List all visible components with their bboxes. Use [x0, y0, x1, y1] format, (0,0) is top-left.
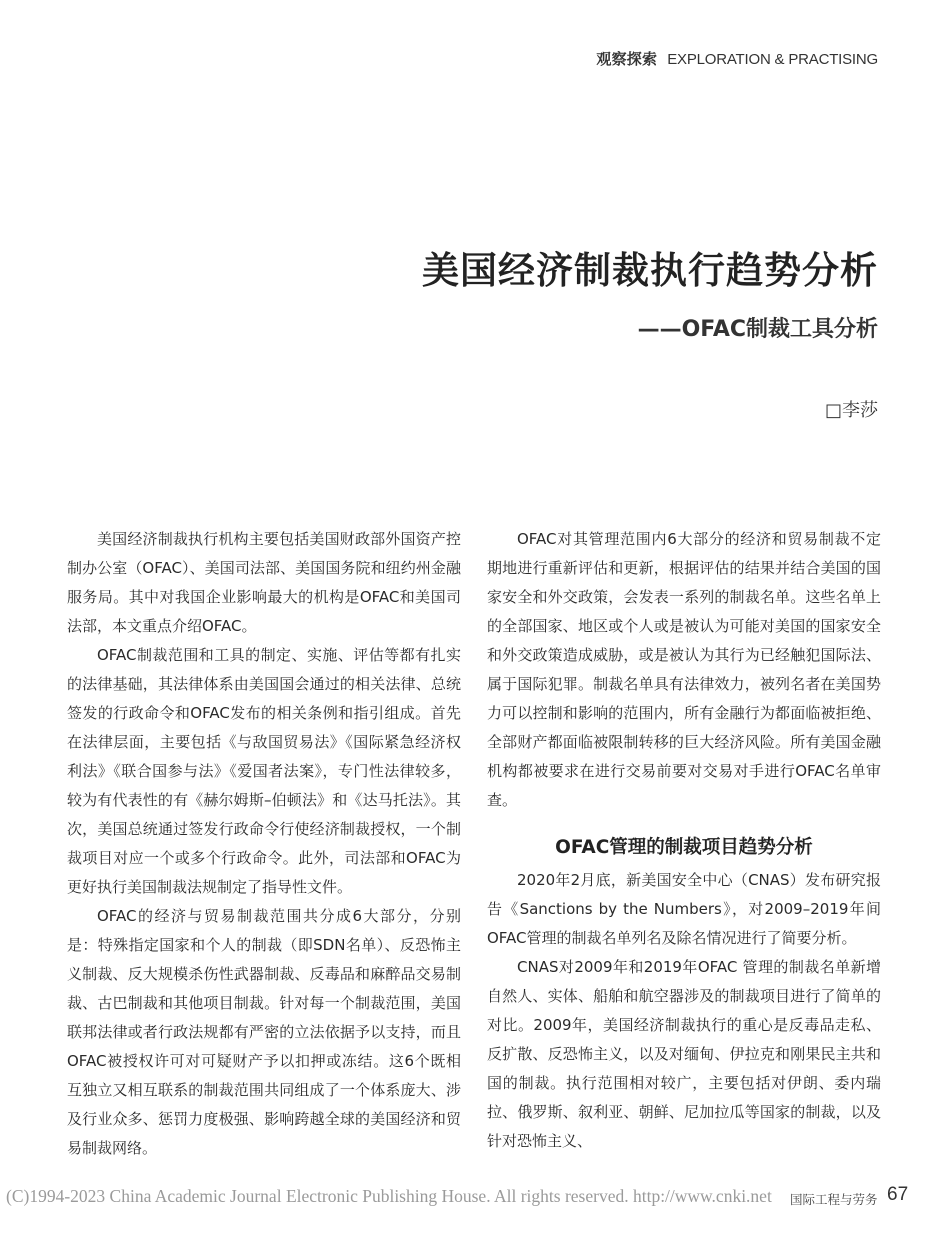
paragraph: OFAC对其管理范围内6大部分的经济和贸易制裁不定期地进行重新评估和更新，根据评估的结果并结合美国的国家安全和外交政策，会发表一系列的制裁名单。这些名单上的全部国家、地区或个人或是被认为可能对美国的国家安全和外交政策造成威胁，或是被认为其行为已经触犯国际法、属于国际犯罪。制裁名单具有法律效力，被列名者在美国势力可以控制和影响的范围内，所有金融行为都面临被拒绝、全部财产都面临被限制转移的巨大经济风险。所有美国金融机构都被要求在进行交易前要对交易对手进行OFAC名单审查。	[487, 530, 881, 809]
section-label-cn: 观察探索	[596, 50, 658, 68]
paragraph: CNAS对2009年和2019年OFAC 管理的制裁名单新增自然人、实体、船舶和航空器涉及的制裁项目进行了简单的对比。2009年，美国经济制裁执行的重心是反毒品走私、反扩散、反恐怖主义，以及对缅甸、伊拉克和刚果民主共和国的制裁。执行范围相对较广，主要包括对伊朗、委内瑞拉、俄罗斯、叙利亚、朝鲜、尼加拉瓜等国家的制裁，以及针对恐怖主义、	[487, 958, 881, 1150]
left-column	[67, 525, 461, 1163]
section-heading: OFAC管理的制裁项目趋势分析	[555, 837, 813, 858]
article-subtitle: ——OFAC制裁工具分析	[637, 317, 878, 342]
paragraph: OFAC的经济与贸易制裁范围共分成6大部分，分别是：特殊指定国家和个人的制裁（即SDN名单）、反恐怖主义制裁、反大规模杀伤性武器制裁、反毒品和麻醉品交易制裁、古巴制裁和其他项目制裁。针对每一个制裁范围，美国联邦法律或者行政法规都有严密的立法依据予以支持，而且OFAC被授权许可对可疑财产予以扣押或冻结。这6个既相互独立又相互联系的制裁范围共同组成了一个体系庞大、涉及行业众多、惩罚力度极强、影响跨越全球的美国经济和贸易制裁网络。	[67, 907, 461, 1157]
author-byline: □李莎	[824, 400, 878, 421]
article-title: 美国经济制裁执行趋势分析	[422, 249, 878, 292]
page-number: 67	[887, 1184, 909, 1205]
paragraph: OFAC制裁范围和工具的制定、实施、评估等都有扎实的法律基础，其法律体系由美国国会通过的相关法律、总统签发的行政命令和OFAC发布的相关条例和指引组成。首先在法律层面，主要包括《与敌国贸易法》《国际紧急经济权利法》《联合国参与法》《爱国者法案》，专门性法律较多，较为有代表性的有《赫尔姆斯–伯顿法》和《达马托法》。其次，美国总统通过签发行政命令行使经济制裁授权，一个制裁项目对应一个或多个行政命令。此外，司法部和OFAC为更好执行美国制裁法规制定了指导性文件。	[67, 646, 461, 896]
paragraph: 2020年2月底，新美国安全中心（CNAS）发布研究报告《Sanctions by the Numbers》，对2009–2019年间OFAC管理的制裁名单列名及除名情况进行了简要分析。	[487, 871, 881, 947]
right-column	[487, 525, 881, 1156]
section-label-en: EXPLORATION & PRACTISING	[667, 51, 878, 68]
copyright-watermark: (C)1994-2023 China Academic Journal Electronic Publishing House. All rights reserved. http://www.cnki.net	[6, 1186, 772, 1206]
section-label	[596, 48, 878, 69]
paragraph: 美国经济制裁执行机构主要包括美国财政部外国资产控制办公室（OFAC）、美国司法部、美国国务院和纽约州金融服务局。其中对我国企业影响最大的机构是OFAC和美国司法部，本文重点介绍OFAC。	[67, 530, 461, 635]
journal-name: 国际工程与劳务	[790, 1192, 878, 1207]
